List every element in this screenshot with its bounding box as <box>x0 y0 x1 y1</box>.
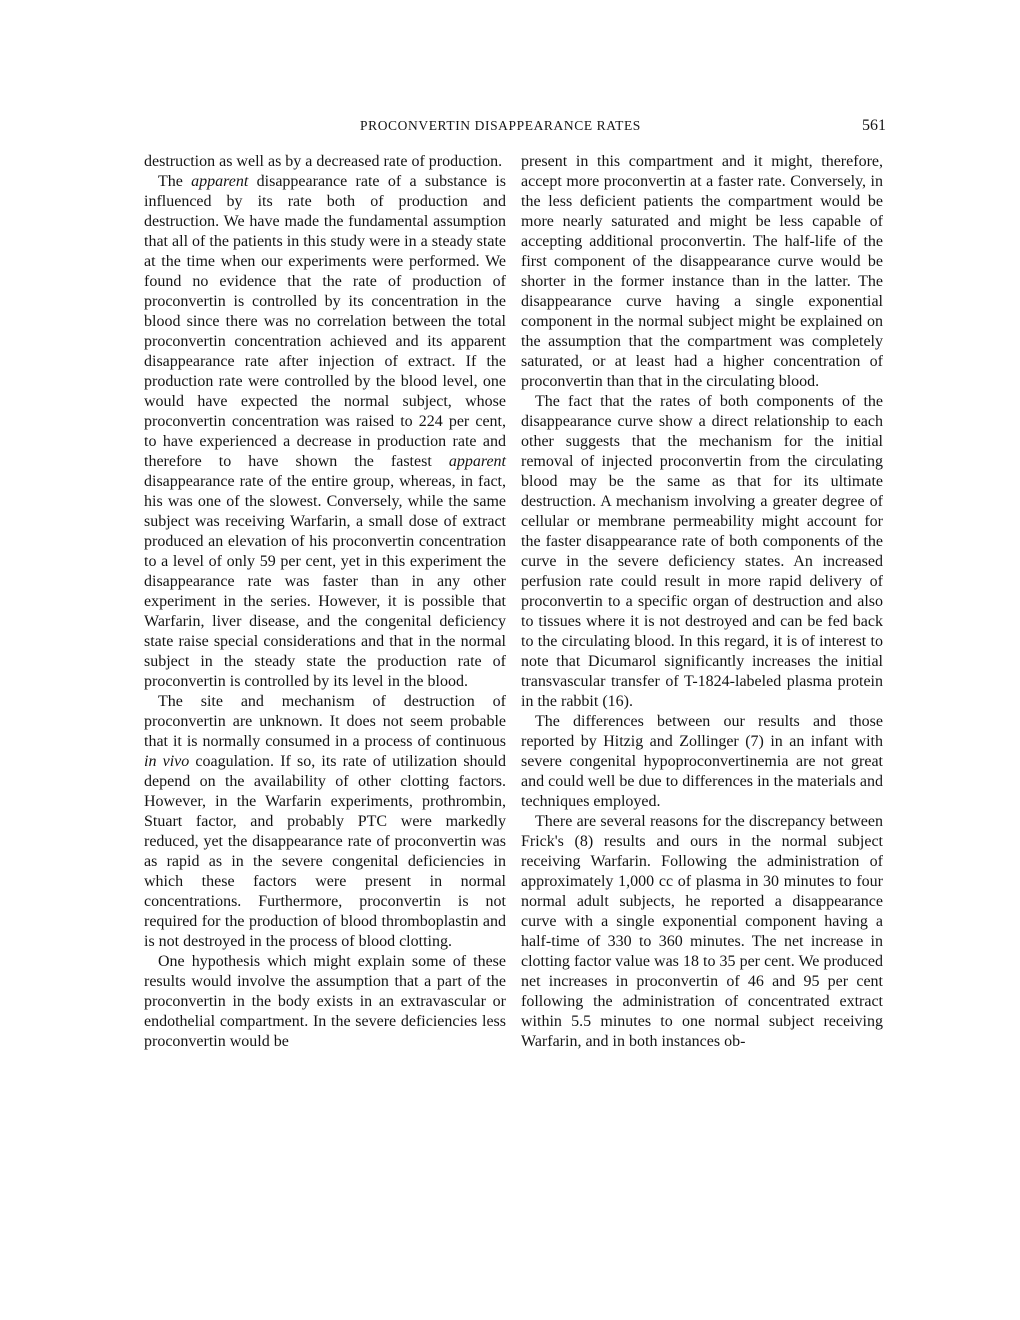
text-run: One hypothesis which might explain some of these results would involve the assumption that a part of the proconvertin in the body exists in an extravascular or endothelial compartment. In the severe deficiencies less proconvertin would be <box>144 953 506 1050</box>
left-column <box>144 152 506 1052</box>
text-run: destruction as well as by a decreased rate of production. <box>144 153 503 170</box>
text-run: The differences between our results and those reported by Hitzig and Zollinger (7) in an infant with severe congenital hypoproconvertinemia are not great and could well be due to differences in the materials and techniques employed. <box>521 713 883 810</box>
running-header <box>0 118 1020 138</box>
paragraph <box>144 172 506 692</box>
text-run: present in this compartment and it might, therefore, accept more proconvertin at a faster rate. Conversely, in the less deficient patients the compartment would be more nearly saturated and might be less capable of accepting additional proconvertin. The half-life of the first component of the disappearance curve would be shorter in the former instance than in the latter. The disappearance curve having a single exponential component in the normal subject might be explained on the assumption that the compartment was completely saturated, or at least had a higher concentration of proconvertin than that in the circulating blood. <box>521 153 883 390</box>
paragraph <box>144 952 506 1052</box>
paragraph <box>521 392 883 712</box>
italic-text: apparent <box>448 453 506 470</box>
text-run: disappearance rate of a substance is influenced by its rate both of production and destruction. We have made the fundamental assumption that all of the patients in this study were in a steady state at the time when our experiments were performed. We found no evidence that the rate of production of proconvertin is controlled by its concentration in the blood since there was no correlation between the total proconvertin concentration achieved and its apparent disappearance rate after injection of extract. If the production rate were controlled by the blood level, one would have expected the normal subject, whose proconvertin concentration was raised to 224 per cent, to have experienced a decrease in production rate and therefore to have shown the fastest <box>144 173 507 470</box>
running-title: PROCONVERTIN DISAPPEARANCE RATES <box>360 118 641 133</box>
page-number: 561 <box>862 117 886 134</box>
text-run: coagulation. If so, its rate of utilization should depend on the availability of other clotting factors. However, in the Warfarin experiments, prothrombin, Stuart factor, and probably PTC were markedly reduced, yet the disappearance rate of proconvertin was as rapid as in the severe congenital deficiencies in which these factors were present in normal concentrations. Furthermore, proconvertin is not required for the production of blood thromboplastin and is not destroyed in the process of blood clotting. <box>144 753 506 950</box>
text-run: The fact that the rates of both components of the disappearance curve show a direct relationship to each other suggests that the mechanism for the initial removal of injected proconvertin from the circulating blood may be the same as that for its ultimate destruction. A mechanism involving a greater degree of cellular or membrane permeability might account for the faster disappearance rate of both components of the curve in the severe deficiency states. An increased perfusion rate could result in more rapid delivery of proconvertin to a specific organ of destruction and also to tissues where it is not destroyed and can be fed back to the circulating blood. In this regard, it is of interest to note that Dicumarol significantly increases the initial transvascular transfer of T-1824-labeled plasma protein in the rabbit (16). <box>521 393 883 710</box>
paragraph <box>521 812 883 1052</box>
paragraph <box>521 712 883 812</box>
text-run: There are several reasons for the discrepancy between Frick's (8) results and ours in the normal subject receiving Warfarin. Following the administration of approximately 1,000 cc of plasma in 30 minutes to four normal adult subjects, he reported a disappearance curve with a single exponential component having a half-time of 330 to 360 minutes. The net increase in clotting factor value was 18 to 35 per cent. We produced net increases in proconvertin of 46 and 95 per cent following the administration of concentrated extract within 5.5 minutes to one normal subject receiving Warfarin, and in both instances ob- <box>521 813 883 1050</box>
right-column <box>521 152 883 1052</box>
text-run: The <box>158 173 192 190</box>
italic-text: apparent <box>191 173 249 190</box>
paragraph <box>144 152 506 172</box>
paragraph <box>521 152 883 392</box>
italic-text: in vivo <box>144 753 190 770</box>
text-run: The site and mechanism of destruction of proconvertin are unknown. It does not seem probable that it is normally consumed in a process of continuous <box>144 693 506 750</box>
paragraph <box>144 692 506 952</box>
text-run: disappearance rate of the entire group, whereas, in fact, his was one of the slowest. Conversely, while the same subject was receiving Warfarin, a small dose of extract produced an elevation of his proconvertin concentration to a level of only 59 per cent, yet in this experiment the disappearance rate was faster than in any other experiment in the series. However, it is possible that Warfarin, liver disease, and the congenital deficiency state raise special considerations and that in the normal subject in the steady state the production rate of proconvertin is controlled by its level in the blood. <box>144 473 506 690</box>
